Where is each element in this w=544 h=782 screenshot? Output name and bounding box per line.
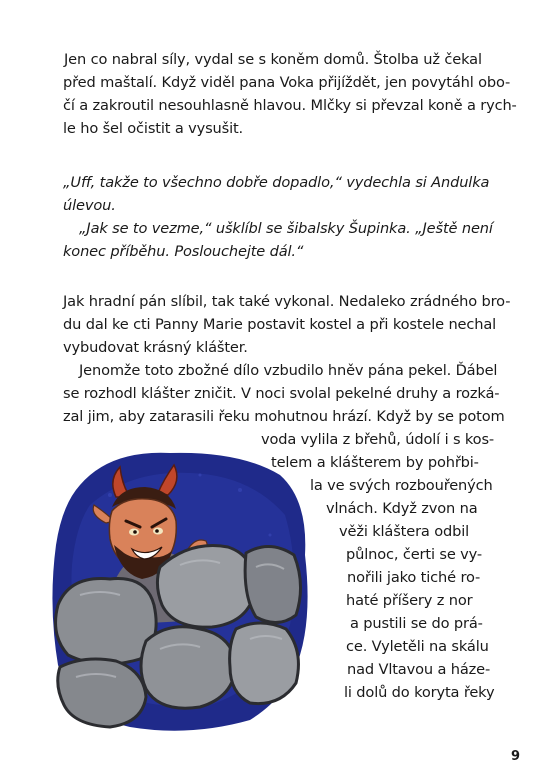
- text-line: ce. Vyletěli na skálu: [346, 638, 489, 655]
- text-line: nořili jako tiché ro-: [347, 569, 481, 586]
- text-line: vybudovat krásný klášter.: [63, 339, 248, 356]
- text-line: před maštalí. Když viděl pana Voka přijíždět, jen povytáhl obo-: [63, 74, 511, 91]
- text-line: konec příběhu. Poslouchejte dál.“: [63, 243, 304, 260]
- text-line: telem a klášterem by pohřbi-: [271, 454, 479, 471]
- text-line: zal jim, aby zatarasili řeku mohutnou hrází. Když by se potom: [63, 408, 505, 425]
- text-line: věži kláštera odbil: [339, 523, 470, 540]
- text-line: Jenomže toto zbožné dílo vzbudilo hněv pána pekel. Ďábel: [79, 362, 498, 379]
- devil-behind-rocks-illustration: [50, 445, 312, 735]
- text-line: „Jak se to vezme,“ ušklíbl se šibalsky Šupinka. „Ještě není: [79, 220, 493, 237]
- text-line: „Uff, takže to všechno dobře dopadlo,“ vydechla si Andulka: [63, 174, 490, 191]
- text-line: a pustili se do prá-: [350, 615, 483, 632]
- page-number: 9: [511, 749, 521, 764]
- text-line: úlevou.: [63, 197, 116, 214]
- text-line: Jak hradní pán slíbil, tak také vykonal. Nedaleko zrádného bro-: [63, 293, 511, 310]
- text-line: haté příšery z nor: [346, 592, 473, 609]
- text-line: li dolů do koryta řeky: [344, 684, 495, 701]
- text-line: vlnách. Když zvon na: [326, 500, 478, 517]
- text-line: Jen co nabral síly, vydal se s koněm domů. Štolba už čekal: [64, 51, 482, 68]
- text-line: la ve svých rozbouřených: [310, 477, 493, 494]
- text-line: čí a zakroutil nesouhlasně hlavou. Mlčky si převzal koně a rych-: [63, 97, 517, 114]
- text-line: se rozhodl klášter zničit. V noci svolal pekelné druhy a rozká-: [63, 385, 500, 402]
- text-line: le ho šel očistit a vysušit.: [63, 120, 244, 137]
- text-line: půlnoc, čerti se vy-: [346, 546, 482, 563]
- text-line: du dal ke cti Panny Marie postavit kostel a při kostele nechal: [63, 316, 497, 333]
- text-line: voda vylila z břehů, údolí i s kos-: [261, 431, 495, 448]
- text-line: nad Vltavou a háze-: [347, 661, 491, 678]
